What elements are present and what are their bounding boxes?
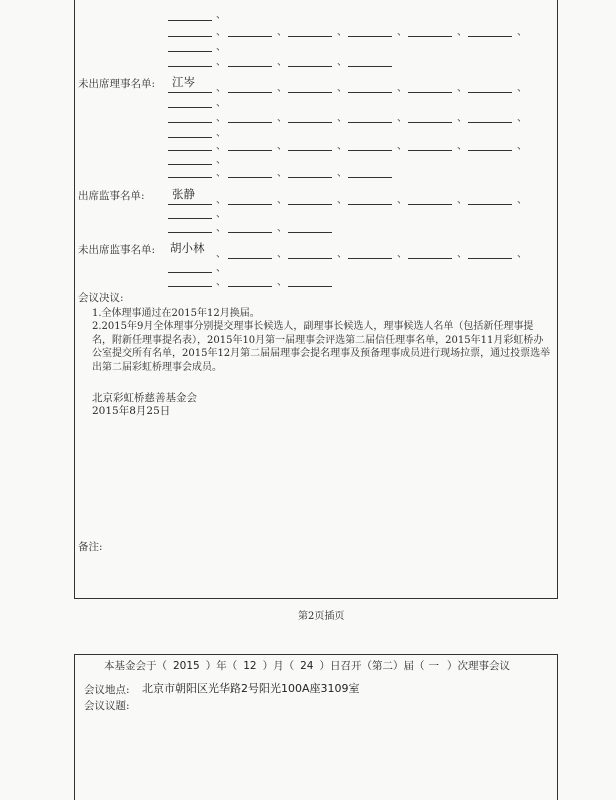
topic-label: 会议议题: [84, 700, 130, 712]
meeting-info-line [104, 660, 510, 673]
meeting-session-suffix: ）届（ [392, 660, 425, 672]
meeting-day-suffix: ）日召开（ [319, 660, 372, 672]
page-caption: 第2页插页 [298, 611, 345, 622]
sheet2-right-border [557, 654, 558, 800]
meeting-month-suffix: ）月（ [262, 660, 295, 672]
meeting-date: 2015年8月25日 [92, 405, 171, 417]
sheet2-left-border [74, 654, 75, 800]
meeting-session: 第二 [371, 660, 393, 672]
sheet1-left-border [74, 0, 75, 598]
absent-director-name: 江岑 [172, 75, 195, 89]
remarks-label: 备注: [78, 541, 103, 553]
present-supervisor-name: 张静 [172, 187, 195, 201]
sheet2-top-border [74, 654, 558, 655]
meeting-month: 12 [243, 660, 257, 672]
meeting-prefix: 本基金会于（ [104, 660, 167, 672]
absent-supervisors-label: 未出席监事名单: [78, 244, 156, 256]
org-name: 北京彩虹桥慈善基金会 [92, 392, 197, 404]
absent-directors-label: 未出席理事名单: [78, 78, 156, 90]
meeting-number: 一 [428, 660, 439, 672]
sheet1-right-border [557, 0, 558, 598]
location-label: 会议地点: [84, 684, 130, 696]
present-supervisors-label: 出席监事名单: [78, 190, 145, 202]
sheet1-bottom-border [74, 598, 558, 599]
resolution-label: 会议决议: [78, 292, 124, 304]
resolution-item: 2.2015年9月全体理事分别提交理事长候选人，副理事长候选人，理事候选人名单（包括新任理事提名，附新任理事提名表），2015年10月第一届理事会评选第二届信任理事名单，2015年11月彩虹桥办公室提交所有名单，2015年12月第二届届理事会提名理事及预备理事成员进行现场拉票，通过投票选举出第二届彩虹桥理事会成员。 [92, 321, 551, 373]
location-value: 北京市朝阳区光华路2号阳光100A座3109室 [142, 682, 360, 695]
meeting-year-suffix: ）年（ [205, 660, 238, 672]
resolution-item: 1.全体理事通过在2015年12月换届。 [92, 308, 260, 319]
absent-supervisor-name: 胡小林 [170, 241, 205, 255]
meeting-year: 2015 [173, 660, 200, 672]
meeting-number-suffix: ）次理事会议 [446, 660, 510, 672]
meeting-day: 24 [300, 660, 314, 672]
